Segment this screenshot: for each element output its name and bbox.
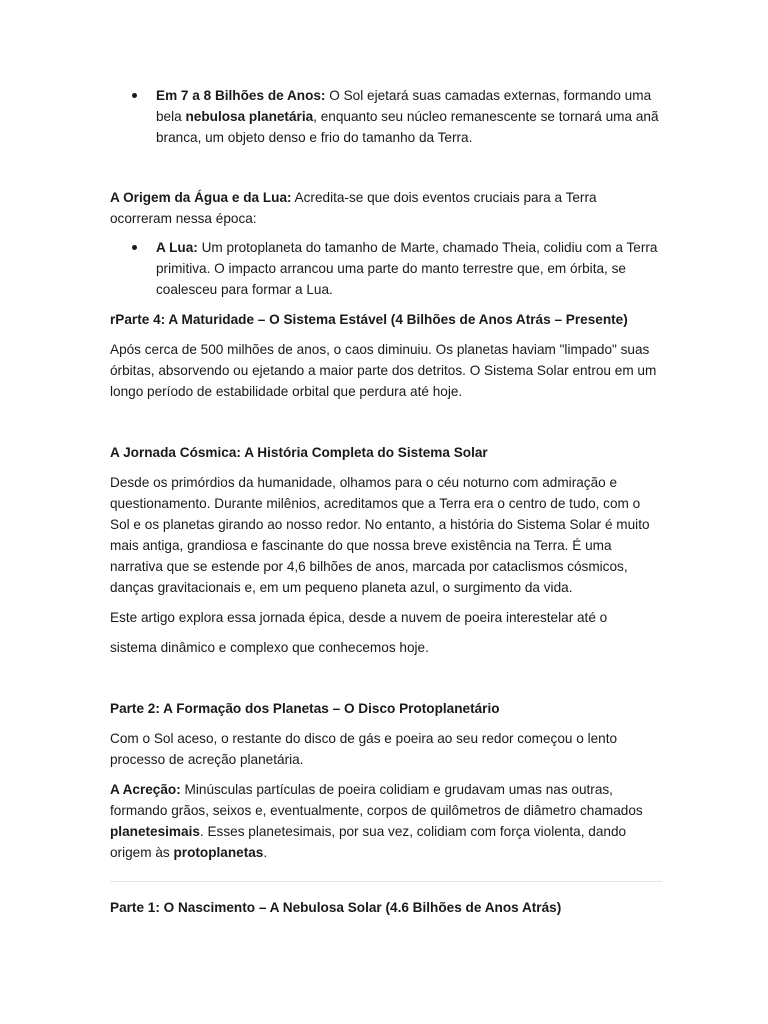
- paragraph-parte-4: Após cerca de 500 milhões de anos, o caos diminuiu. Os planetas haviam "limpado" suas órbitas, absorvendo ou ejetando a maior parte dos detritos. O Sistema Solar entrou em um longo período de estabilidade orbital que perdura até hoje.: [110, 342, 657, 399]
- paragraph-artigo-line-1: Este artigo explora essa jornada épica, desde a nuvem de poeira interestelar até o: [110, 610, 608, 625]
- paragraph-label: A Origem da Água e da Lua:: [110, 190, 292, 205]
- bullet-list-lua: [110, 237, 662, 300]
- list-item: [110, 85, 662, 148]
- bold-term: planetesimais: [110, 824, 200, 839]
- paragraph-parte-2: Com o Sol aceso, o restante do disco de gás e poeira ao seu redor começou o lento processo de acreção planetária.: [110, 731, 618, 767]
- paragraph-label: A Acreção:: [110, 782, 181, 797]
- paragraph-artigo-line-2: sistema dinâmico e complexo que conhecemos hoje.: [110, 640, 429, 655]
- paragraph-text: .: [263, 845, 268, 860]
- paragraph-acrecao: [110, 779, 662, 863]
- bullet-label: A Lua:: [156, 240, 198, 255]
- bullet-label: Em 7 a 8 Bilhões de Anos:: [156, 88, 326, 103]
- list-item: [110, 237, 662, 300]
- bullet-icon: [132, 245, 137, 250]
- bullet-text: , enquanto seu núcleo remanescente se tornará uma anã branca, um objeto denso e frio do tamanho da Terra.: [156, 109, 659, 145]
- paragraph-text: Minúsculas partículas de poeira colidiam e grudavam umas nas outras, formando grãos, seixos e, eventualmente, corpos de quilômetros de diâmetro chamados: [110, 782, 643, 818]
- section-heading-parte-2: Parte 2: A Formação dos Planetas – O Disco Protoplanetário: [110, 701, 500, 716]
- document-page: [110, 85, 662, 918]
- section-heading-jornada: A Jornada Cósmica: A História Completa do Sistema Solar: [110, 445, 488, 460]
- paragraph-text: . Esses planetesimais, por sua vez, colidiam com força violenta, dando origem às: [110, 824, 627, 860]
- paragraph-origem: [110, 187, 662, 229]
- section-divider: [110, 881, 662, 882]
- paragraph-text: Acredita-se que dois eventos cruciais para a Terra ocorreram nessa época:: [110, 190, 597, 226]
- bullet-list-nebula: [110, 85, 662, 148]
- section-heading-parte-4: rParte 4: A Maturidade – O Sistema Estável (4 Bilhões de Anos Atrás – Presente): [110, 312, 628, 327]
- bold-term: protoplanetas: [173, 845, 264, 860]
- bullet-text: O Sol ejetará suas camadas externas, formando uma bela: [156, 88, 652, 124]
- section-heading-parte-1: Parte 1: O Nascimento – A Nebulosa Solar (4.6 Bilhões de Anos Atrás): [110, 900, 562, 915]
- bullet-icon: [132, 93, 137, 98]
- paragraph-jornada: Desde os primórdios da humanidade, olhamos para o céu noturno com admiração e questionamento. Durante milênios, acreditamos que a Terra era o centro de tudo, com o Sol e os planetas girando ao nosso redor. No entanto, a história do Sistema Solar é muito mais antiga, grandiosa e fascinante do que nossa breve existência na Terra. É uma narrativa que se estende por 4,6 bilhões de anos, marcada por cataclismos cósmicos, danças gravitacionais e, em um pequeno planeta azul, o surgimento da vida.: [110, 475, 650, 595]
- bold-term: nebulosa planetária: [185, 109, 314, 124]
- bullet-text: Um protoplaneta do tamanho de Marte, chamado Theia, colidiu com a Terra primitiva. O impacto arrancou uma parte do manto terrestre que, em órbita, se coalesceu para formar a Lua.: [156, 240, 658, 297]
